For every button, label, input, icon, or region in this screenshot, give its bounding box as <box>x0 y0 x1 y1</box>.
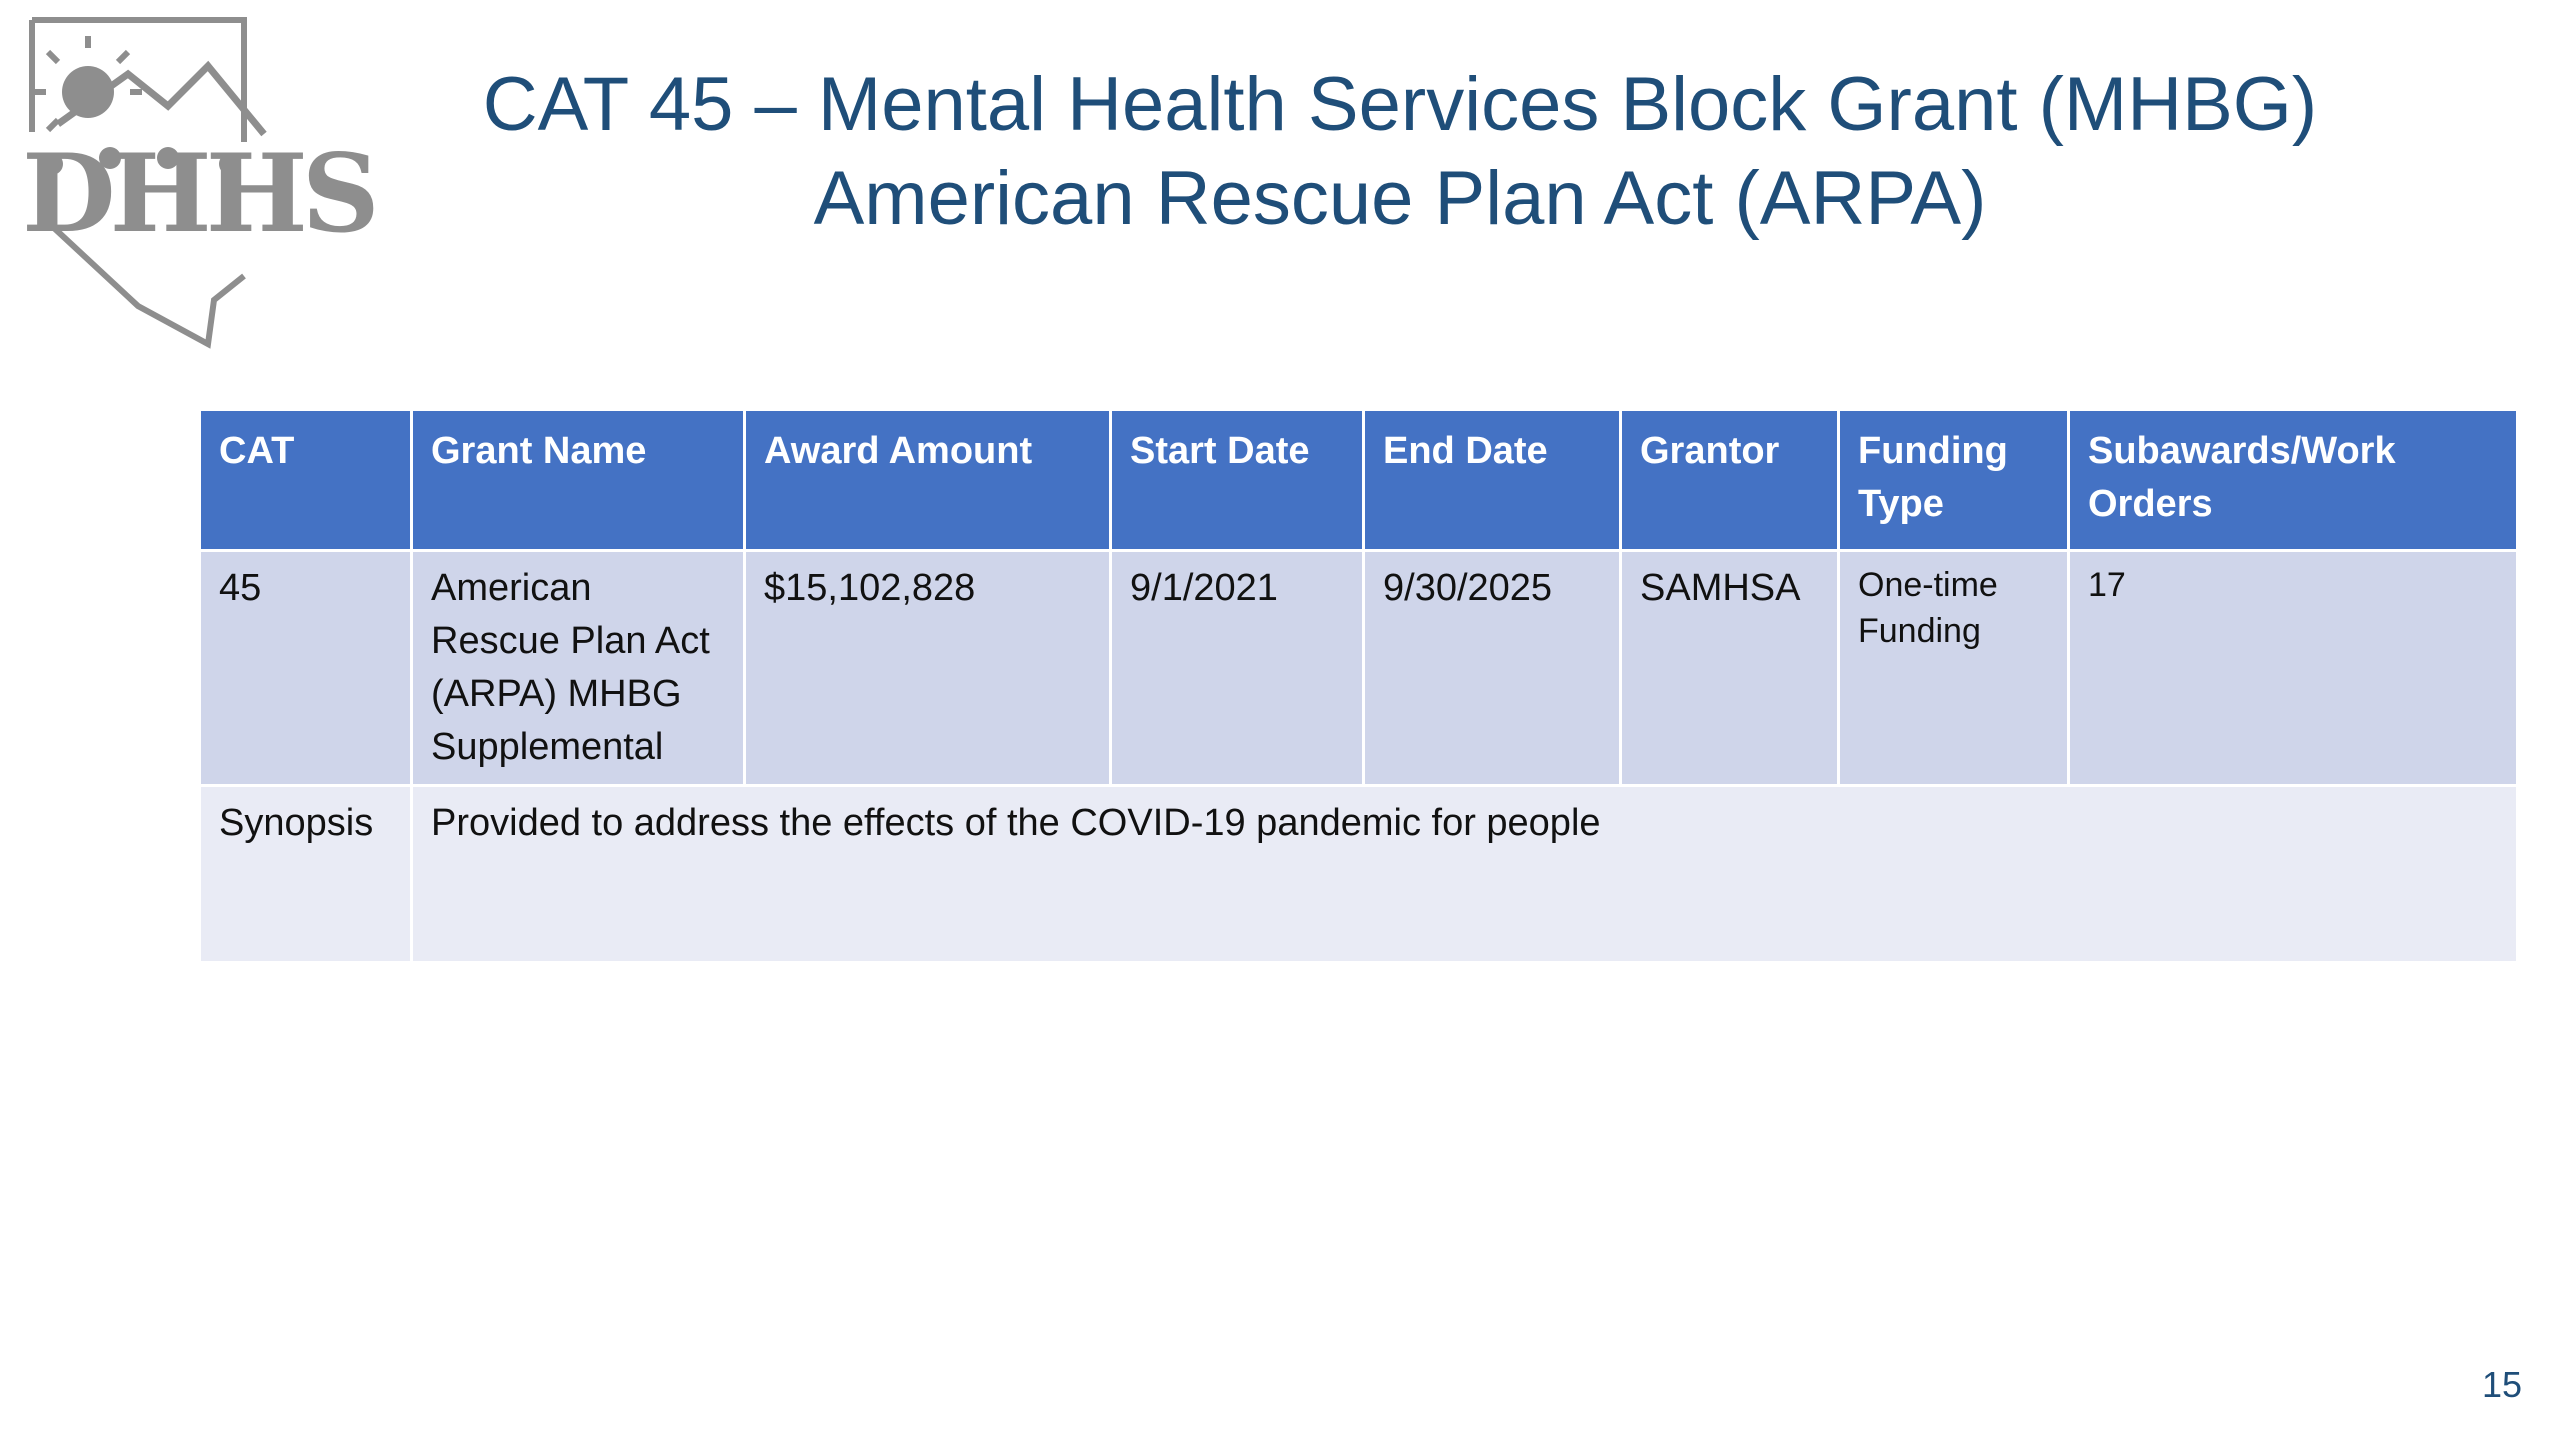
cell-end-date: 9/30/2025 <box>1364 551 1621 786</box>
column-header-end-date: End Date <box>1364 410 1621 551</box>
table-header-row <box>200 410 2518 551</box>
cell-grantor: SAMHSA <box>1621 551 1839 786</box>
cell-funding-type: One-time Funding <box>1839 551 2069 786</box>
dhhs-logo <box>18 14 374 350</box>
synopsis-row <box>200 786 2518 963</box>
cell-award-amount: $15,102,828 <box>745 551 1111 786</box>
cell-start-date: 9/1/2021 <box>1111 551 1364 786</box>
slide-title-line-1: CAT 45 – Mental Health Services Block Grant (MHBG) <box>482 62 2318 147</box>
slide-title-line-2: American Rescue Plan Act (ARPA) <box>813 156 1987 241</box>
logo-text: DHHS <box>22 131 374 257</box>
column-header-start-date: Start Date <box>1111 410 1364 551</box>
column-header-award-amount: Award Amount <box>745 410 1111 551</box>
cell-cat: 45 <box>200 551 412 786</box>
column-header-funding-type: Funding Type <box>1839 410 2069 551</box>
synopsis-label: Synopsis <box>200 786 412 963</box>
page-number: 15 <box>2481 1364 2522 1405</box>
grant-table <box>198 408 2519 964</box>
column-header-cat: CAT <box>200 410 412 551</box>
column-header-grantor: Grantor <box>1621 410 1839 551</box>
column-header-subawards: Subawards/Work Orders <box>2069 410 2518 551</box>
cell-grant-name: American Rescue Plan Act (ARPA) MHBG Supplemental <box>412 551 745 786</box>
cell-subawards: 17 <box>2069 551 2518 786</box>
synopsis-text: Provided to address the effects of the COVID-19 pandemic for people <box>412 786 2518 963</box>
slide-title <box>330 58 2470 246</box>
table-row <box>200 551 2518 786</box>
column-header-grant-name: Grant Name <box>412 410 745 551</box>
